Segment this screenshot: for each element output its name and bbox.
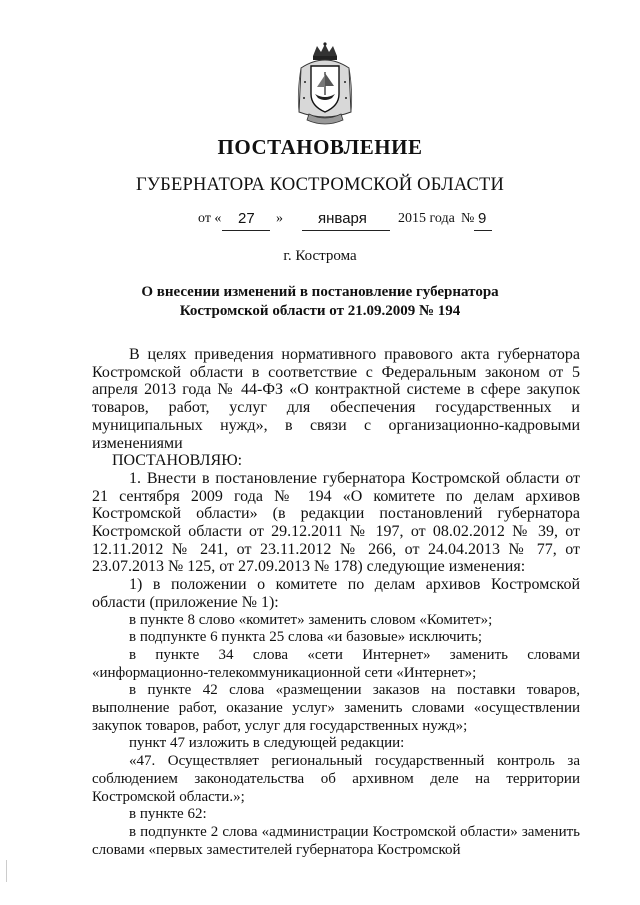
decree-word: ПОСТАНОВЛЯЮ: — [112, 452, 243, 470]
subitem-1-paragraph: 1) в положении о комитете по делам архивов Костромской области (приложение № 1): — [92, 576, 580, 611]
item-1-paragraph: 1. Внести в постановление губернатора Костромской области от 21 сентября 2009 года № 194 «О комитете по делам архивов Костромской области» (в редакции постановлений губернатора Костромской области от 29.12.2011 № 197, от 08.02.2012 № 39, от 12.11.2012 № 241, от 23.11.2012 № 266, от 24.04.2013 № 77, от 23.07.2013 № 125, от 27.09.2013 № 178) следующие изменения: — [92, 469, 580, 576]
point-8-paragraph: в пункте 8 слово «комитет» заменить словом «Комитет»; — [129, 611, 493, 628]
point-62-subitem: в подпункте 2 слова «администрации Костромской области» заменить словами «первых заместителей губернатора Костромской — [92, 823, 580, 858]
number-underline — [474, 230, 492, 231]
point-62-intro: в пункте 62: — [129, 806, 207, 823]
date-quote-close: » — [276, 211, 283, 226]
point-34-paragraph-line-2: «информационно-телекоммуникационной сети «Интернет»; — [92, 664, 477, 681]
preamble-paragraph: В целях приведения нормативного правового акта губернатора Костромской области в соответствие с Федеральным законом от 5 апреля 2013 года № 44-ФЗ «О контрактной системе в сфере закупок товаров, работ, услуг для обеспечения государственных и муниципальных нужд», в связи с организационно-кадровыми изменениями — [92, 346, 580, 452]
document-subject — [0, 283, 640, 321]
month-underline — [302, 230, 390, 231]
point-34-paragraph-line-1: в пункте 34 слова «сети Интернет» заменить словами — [129, 646, 580, 663]
subject-line-1: О внесении изменений в постановление губернатора — [141, 284, 499, 300]
subject-line-2: Костромской области от 21.09.2009 № 194 — [179, 303, 461, 319]
date-year: 2015 года — [398, 211, 455, 226]
point-47-intro: пункт 47 изложить в следующей редакции: — [129, 735, 405, 752]
date-from-label: от « — [198, 211, 222, 226]
point-25-paragraph: в подпункте 6 пункта 25 слова «и базовые» исключить; — [129, 629, 483, 646]
document-issuer: ГУБЕРНАТОРА КОСТРОМСКОЙ ОБЛАСТИ — [135, 175, 505, 195]
decree-number: 9 — [478, 210, 487, 227]
date-month: января — [318, 210, 367, 227]
point-47-text: «47. Осуществляет региональный государственный контроль за соблюдением законодательства об архивном деле на территории Костромской области.»; — [92, 753, 580, 805]
date-day: 27 — [238, 210, 255, 227]
document-body — [92, 346, 580, 859]
city-name: г. Кострома — [283, 248, 357, 264]
day-underline — [222, 230, 270, 231]
number-label: № — [461, 211, 475, 226]
document-title: ПОСТАНОВЛЕНИЕ — [217, 135, 423, 159]
coat-of-arms-emblem — [295, 42, 355, 128]
point-42-paragraph: в пункте 42 слова «размещении заказов на поставки товаров, выполнение работ, оказание услуг» заменить словами «осуществлении закупок товаров, работ, услуг для государственных нужд»; — [92, 682, 580, 734]
scan-edge-mark — [6, 860, 7, 882]
dateline — [0, 211, 640, 233]
